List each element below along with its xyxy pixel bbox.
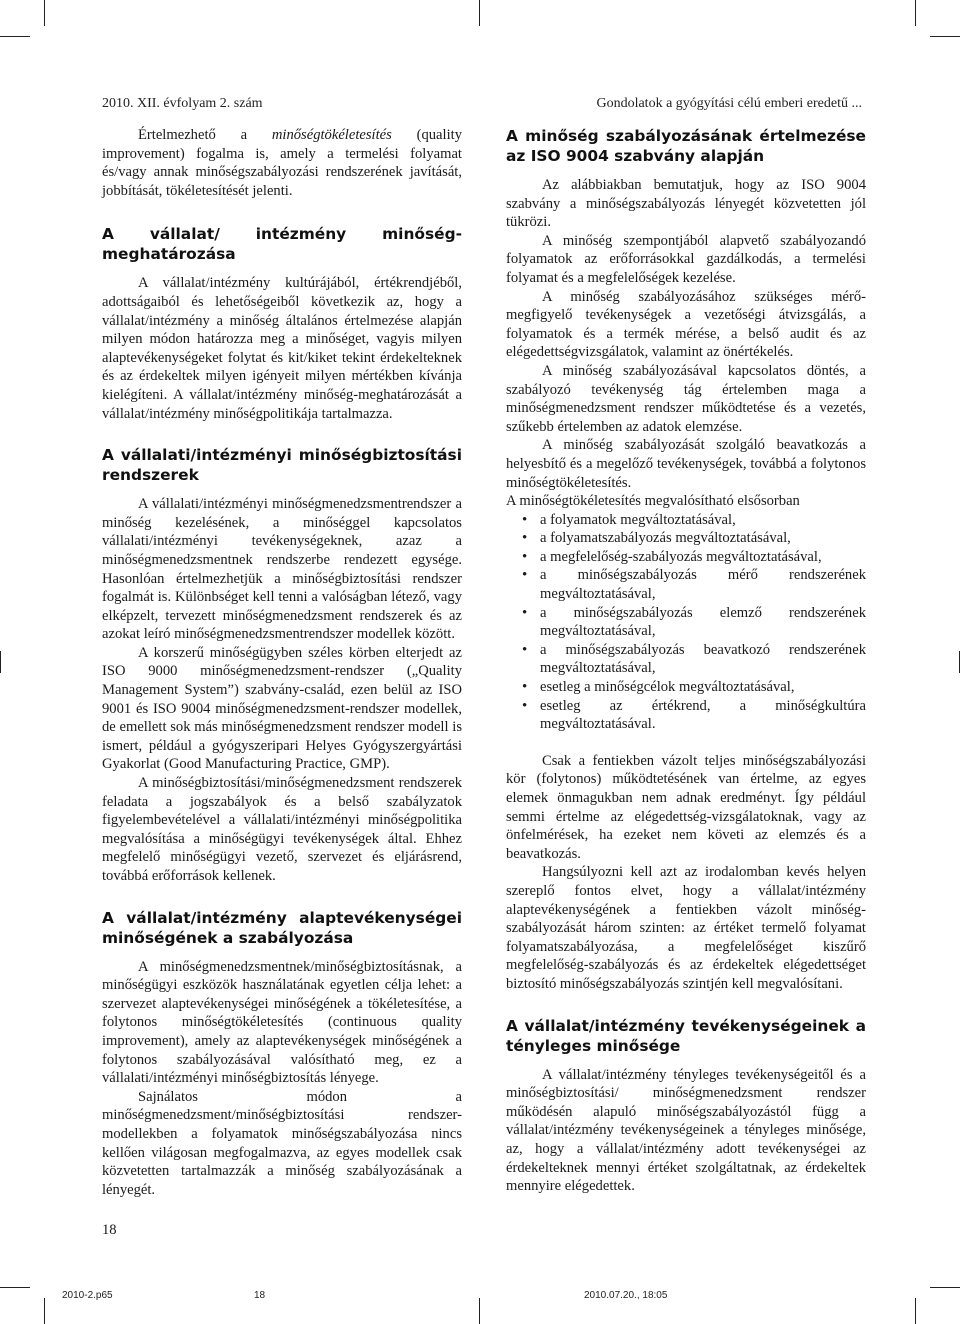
paragraph: A vállalat/intézmény kultúrájából, értékrendjéből, adottságaiból és lehetőségeiből következik az, hogy a vállalat/intézmény a minőség általános értelmezése alapján milyen módon határozza meg a minőséget, vagyis milyen alaptevékenységeket folytat és kit/kiket tekint érdekelteknek és az érdekeltek milyen igényeit milyen mértékben kívánja kielégíteni. A vállalat/intézmény minőség-meghatározását a vállalat/intézmény minőségpolitikája tartalmazza. xyxy=(102,275,462,422)
paragraph: A vállalati/intézményi minőségmenedzsmentrendszer a minőség kezelésének, a minőséggel kapcsolatos vállalati/intézményi tevékenységeknek, azaz a minőségmenedzsmentnek rendszerbe rendezett egysége. Hasonlóan értelmezhetjük a minőségbiztosítási rendszer fogalmát is. Különbséget kell tenni a valóságban létező, vagy elképzelt, tervezett minőségmenedzsment rendszerek és az azokat leíró minőségmenedzsmentrendszer modellek között. xyxy=(102,496,462,643)
paragraph: A minőség szabályozását szolgáló beavatkozás a helyesbítő és a megelőző tevékenységek, továbbá a folytonos minőségtökéletesítés. xyxy=(506,437,866,491)
slug-date: 2010.07.20., 18:05 xyxy=(584,1290,668,1301)
running-head-right: Gondolatok a gyógyítási célú emberi eredetű ... xyxy=(596,96,862,111)
crop-mark xyxy=(915,0,916,26)
paragraph: A minőség szempontjából alapvető szabályozandó folyamatok az erőforrásokkal gazdálkodás, a termelési folyamat és a megfelelőségek kezelése. xyxy=(506,232,866,286)
section-heading-core-activities: A vállalat/intézmény alaptevékenységei minőségének a szabályozása xyxy=(102,908,462,947)
improvement-list xyxy=(506,511,866,734)
section-heading-definition: A vállalat/ intézmény minőség-meghatározása xyxy=(102,225,462,264)
list-item: • a minőségszabályozás elemző rendszerének megváltoztatásával, xyxy=(506,604,866,641)
intro-paragraph: Értelmezhető a minőségtökéletesítés (quality improvement) fogalma is, amely a termelési folyamat és/vagy annak minőségszabályozási rendszerének javítását, jobbítását, tökéletesítését jelenti. xyxy=(102,127,462,199)
paragraph: A minőség szabályozásával kapcsolatos döntés, a szabályozó tevékenység tág értelemben maga a minőségmenedzsment rendszer működtetése és a vezetés, szűkebb értelemben az adatok elemzése. xyxy=(506,362,866,435)
slug-file: 2010-2.p65 xyxy=(62,1290,113,1301)
section-heading-iso: A minőség szabályozásának értelmezése az ISO 9004 szabvány alapján xyxy=(506,127,866,165)
crop-mark xyxy=(44,0,45,26)
page-number: 18 xyxy=(102,1222,117,1238)
registration-mark xyxy=(0,651,1,673)
paragraph: A minőségmenedzsmentnek/minőségbiztosításnak, a minőségügyi eszközök használatának egyetlen célja lehet: a szervezet alaptevékenységei minőségének a tökéletesítése, a folytonos minőségtökéletesítés (continuous quality improvement), amely az alaptevékenységek minőségének a folytonos szabályozásával valósítható meg, ez a vállalati/intézményi minőségbiztosítás lényege. xyxy=(102,958,462,1087)
right-column xyxy=(506,126,866,1196)
paragraph: Csak a fentiekben vázolt teljes minőségszabályozási kör (folytonos) működtetésének van értelme, az egyes elemek önmagukban nem adnak eredményt. Így például semmi értelme az elégedettség-vizsgálatoknak, vagy az önfelmérések, ha ezeket nem követi az elemzés és a beavatkozás. xyxy=(506,752,866,862)
crop-mark xyxy=(930,36,960,37)
paragraph: Sajnálatos módon a minőségmenedzsment/minőségbiztosítási rendszer-modellekben a folyamatok minőségszabályozása nincs kellően világosan megfogalmazva, az egyes modellek csak közvetetten tartalmazzák a minőség szabályozásának a lényegét. xyxy=(102,1088,462,1198)
list-item: • a minőségszabályozás mérő rendszerének megváltoztatásával, xyxy=(506,566,866,603)
registration-mark xyxy=(479,1298,480,1324)
paragraph: Hangsúlyozni kell azt az irodalomban kevés helyen szereplő fontos elvet, hogy a vállalat/intézmény alaptevékenységének a fentiekben vázolt minőség-szabályozását három szinten: az értéket termelő folyamat folyamatszabályozása, a megfelelőséget kiszűrő megfelelőség-szabályozás és az érdekeltek elégedettséget biztosító minőségszabályozás szintjén kell megvalósítani. xyxy=(506,864,866,992)
registration-mark xyxy=(479,0,480,26)
paragraph: A vállalat/intézmény tényleges tevékenységeitől és a minőségbiztosítási/ minőségmenedzsment rendszer működésén alapuló minőségszabályozástól függ a vállalat/intézmény tevékenységeinek a tényleges minősége, az, hogy a vállalat/intézmény adott tevékenységei az érdekelteknek mennyi értéket szolgáltatnak, az érdekeltek mennyire elégedettek. xyxy=(506,1066,866,1195)
crop-mark xyxy=(930,1287,960,1288)
paragraph: A minőség szabályozásához szükséges mérő-megfigyelő tevékenységek a vezetőségi átvizsgálás, a folyamatok és a termék mérése, a belső audit és az elégedettségvizsgálatok, valamint az önértékelés. xyxy=(506,288,866,361)
slug-page: 18 xyxy=(254,1290,266,1301)
paragraph: Az alábbiakban bemutatjuk, hogy az ISO 9004 szabvány a minőségszabályozás lényegét közvetetten jól tükrözi. xyxy=(506,177,866,231)
list-item: • esetleg a minőségcélok megváltoztatásával, xyxy=(506,678,866,697)
left-column xyxy=(102,126,462,1199)
list-item: • a folyamatok megváltoztatásával, xyxy=(506,511,866,530)
paragraph: A minőségbiztosítási/minőségmenedzsment rendszerek feladata a jogszabályok és a belső szabályzatok figyelembevételével a vállalati/intézményi minőségpolitika megvalósítása a minőségügyi tevékenységek által. Ehhez megfelelő minőségügyi vezető, szervezet és eljárásrend, továbbá erőforrások kellenek. xyxy=(102,775,462,884)
list-item: • a folyamatszabályozás megváltoztatásával, xyxy=(506,529,866,548)
section-heading-systems: A vállalati/intézményi minőségbiztosítási rendszerek xyxy=(102,446,462,485)
crop-mark xyxy=(44,1298,45,1324)
running-head-left: 2010. XII. évfolyam 2. szám xyxy=(102,96,263,111)
paragraph: A minőségtökéletesítés megvalósítható elsősorban xyxy=(506,493,800,510)
list-item: • a minőségszabályozás beavatkozó rendszerének megváltoztatásával, xyxy=(506,641,866,678)
paragraph: A korszerű minőségügyben széles körben elterjedt az ISO 9000 minőségmenedzsment-rendszer („Quality Management System”) szabvány-család, ezen belül az ISO 9001 és ISO 9004 minőségmenedzsment-rendszer modellek, de emellett sok más minőségmenedzsment rendszer modell is ismert, például a gyógyszeripari Helyes Gyógyszergyártási Gyakorlat (Good Manufacturing Practice, GMP). xyxy=(102,644,462,773)
section-heading-actual-quality: A vállalat/intézmény tevékenységeinek a tényleges minősége xyxy=(506,1016,866,1055)
list-item: • a megfelelőség-szabályozás megváltoztatásával, xyxy=(506,548,866,567)
crop-mark xyxy=(0,36,30,37)
crop-mark xyxy=(915,1298,916,1324)
crop-mark xyxy=(0,1287,30,1288)
list-item: • esetleg az értékrend, a minőségkultúra megváltoztatásával. xyxy=(506,697,866,734)
